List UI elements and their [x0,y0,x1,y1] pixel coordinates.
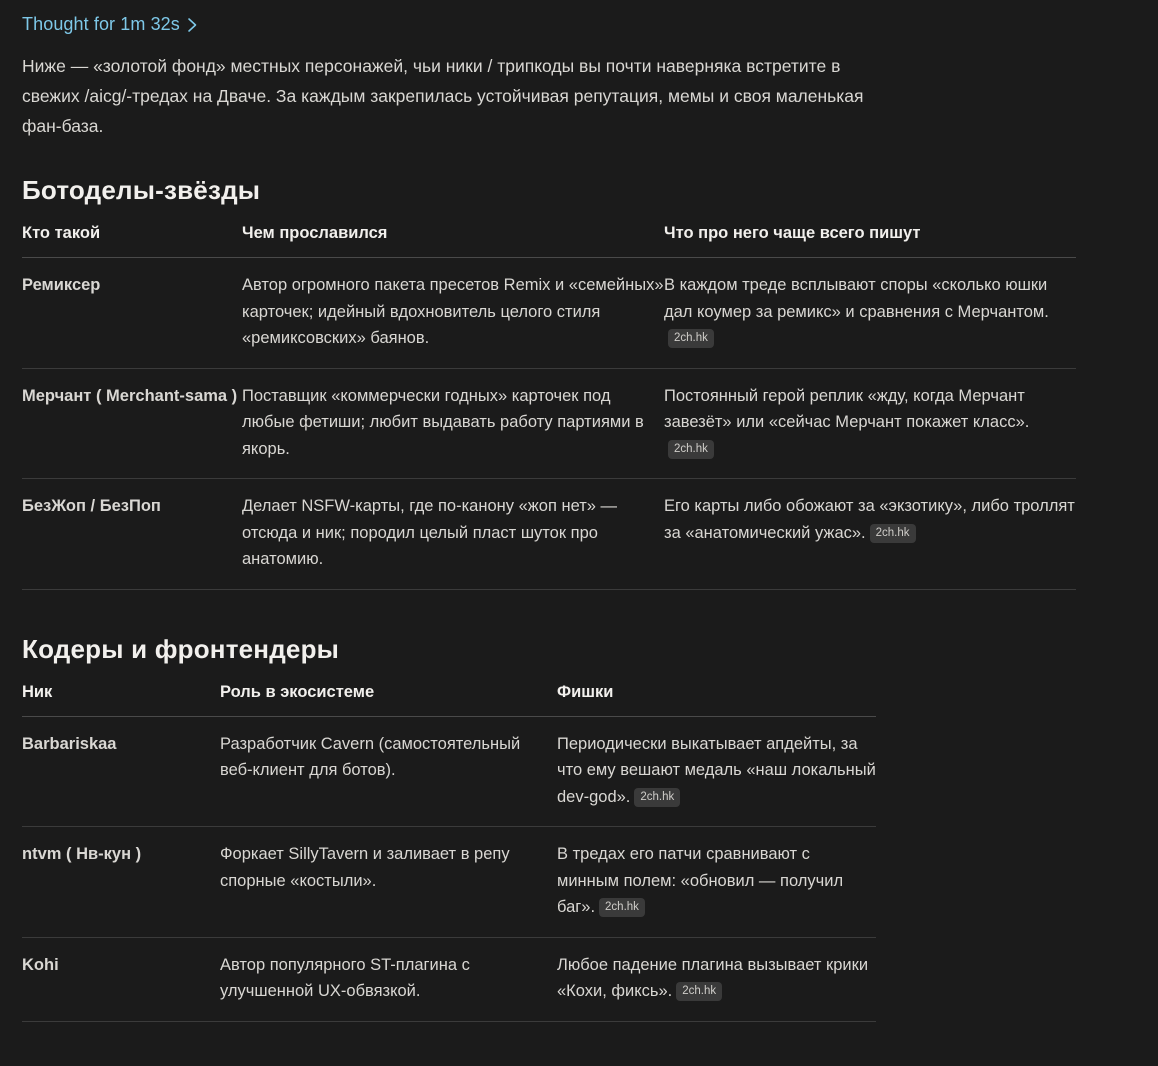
table-header-row [22,224,1076,258]
thought-label: Thought for 1m 32s [22,14,180,34]
table-row [22,258,1076,369]
section-title-coders: Кодеры и фронтендеры [22,633,340,664]
table-botmakers [22,224,1076,590]
citation-badge[interactable]: 2ch.hk [668,329,714,348]
cell-who: Ремиксер [22,258,242,369]
citation-badge[interactable]: 2ch.hk [870,524,916,543]
cell-role: Форкает SillyTavern и заливает в репу спорные «костыли». [220,827,557,938]
cell-talk [664,479,1076,590]
table-header-row [22,683,876,717]
section-title-botmakers: Ботоделы-звёзды [22,175,261,205]
citation-badge[interactable]: 2ch.hk [668,440,714,459]
cell-nick: ntvm ( Нв-кун ) [22,827,220,938]
column-header-fame: Чем прославился [242,224,664,258]
cell-talk-text: Его карты либо обожают за «экзотику», либо троллят за «анатомический ужас». [664,497,1075,542]
cell-who: БезЖоп / БезПоп [22,479,242,590]
cell-fame: Поставщик «коммерчески годных» карточек под любые фетиши; любит выдавать работу партиями в якорь. [242,368,664,479]
citation-badge[interactable]: 2ch.hk [599,898,645,917]
cell-role: Разработчик Cavern (самостоятельный веб-клиент для ботов). [220,716,557,827]
citation-badge[interactable]: 2ch.hk [676,982,722,1001]
cell-talk [664,368,1076,479]
chevron-right-icon[interactable] [187,17,198,33]
cell-nick: Barbariskaa [22,716,220,827]
cell-talk-text: В каждом треде всплывают споры «сколько юшки дал коумер за ремикс» и сравнения с Мерчантом. [664,276,1049,321]
cell-traits-text: Периодически выкатывает апдейты, за что ему вешают медаль «наш локальный dev-god». [557,734,876,806]
column-header-nick: Ник [22,683,220,717]
table-row [22,937,876,1021]
cell-who: Мерчант ( Merchant-sama ) [22,368,242,479]
column-header-who: Кто такой [22,224,242,258]
cell-talk-text: Постоянный герой реплик «жду, когда Мерчант завезёт» или «сейчас Мерчант покажет класс». [664,386,1030,431]
thought-toggle[interactable] [22,14,1136,35]
intro-paragraph: Ниже — «золотой фонд» местных персонажей, чьи ники / трипкоды вы почти наверняка встретите в свежих /aicg/-тредах на Дваче. За каждым закрепилась устойчивая репутация, мемы и своя маленькая фан-база. [22,56,864,136]
table-row [22,827,876,938]
cell-talk [664,258,1076,369]
cell-traits-text: В тредах его патчи сравнивают с минным полем: «обновил — получил баг». [557,845,844,916]
cell-fame: Автор огромного пакета пресетов Remix и «семейных» карточек; идейный вдохновитель целого стиля «ремиксовских» баянов. [242,258,664,369]
table-row [22,716,876,827]
column-header-talk: Что про него чаще всего пишут [664,224,1076,258]
column-header-traits: Фишки [557,683,876,717]
table-row [22,368,1076,479]
cell-nick: Kohi [22,937,220,1021]
cell-traits [557,937,876,1021]
cell-traits [557,827,876,938]
citation-badge[interactable]: 2ch.hk [634,788,680,807]
cell-traits-text: Любое падение плагина вызывает крики «Кохи, фиксь». [557,955,869,1000]
table-coders [22,683,876,1022]
cell-fame: Делает NSFW-карты, где по-канону «жоп нет» — отсюда и ник; породил целый пласт шуток про анатомию. [242,479,664,590]
table-row [22,479,1076,590]
cell-role: Автор популярного ST-плагина с улучшенной UX-обвязкой. [220,937,557,1021]
column-header-role: Роль в экосистеме [220,683,557,717]
cell-traits [557,716,876,827]
